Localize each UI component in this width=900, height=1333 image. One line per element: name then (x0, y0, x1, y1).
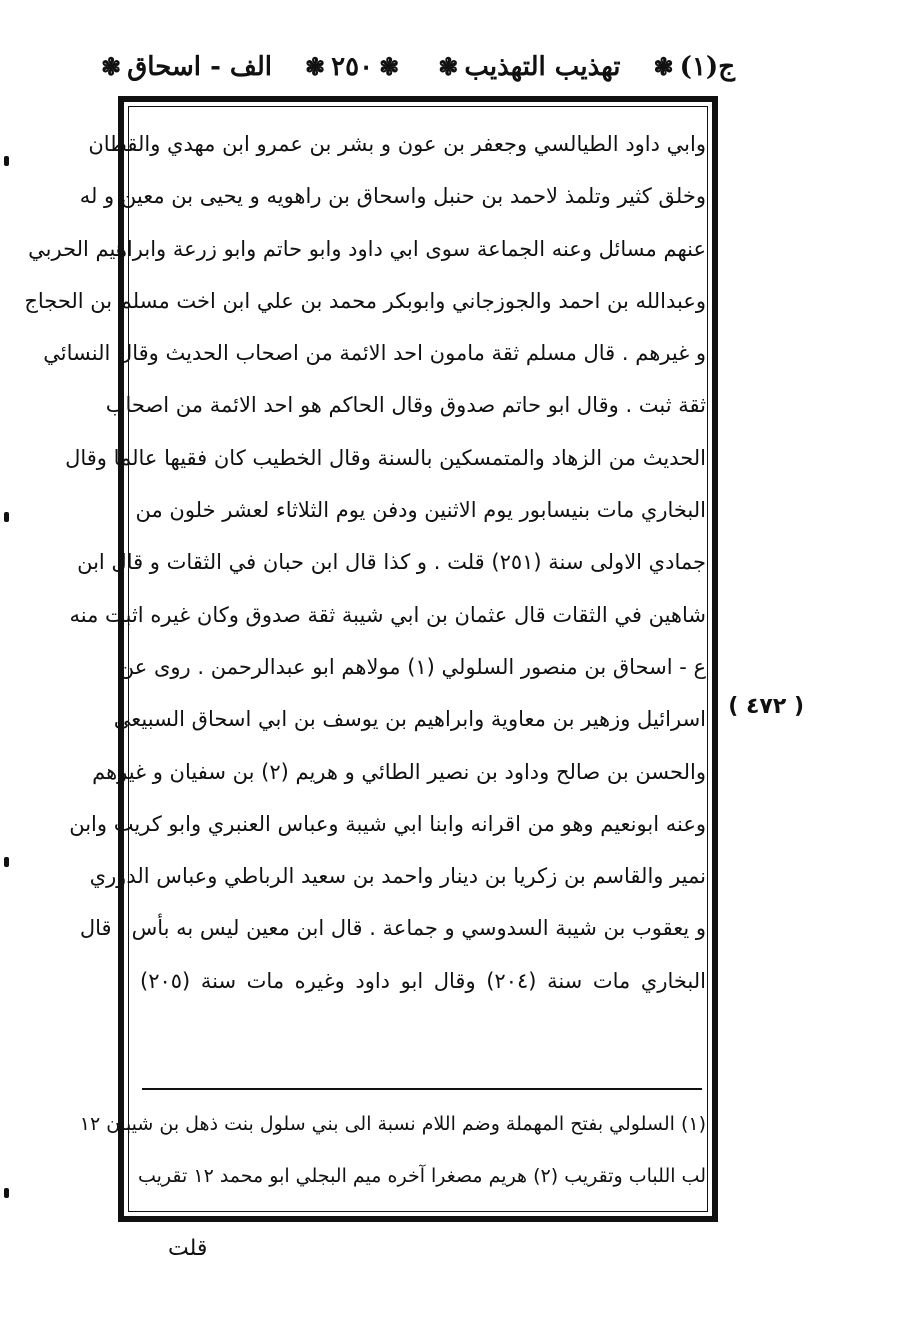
text-line: اسرائيل وزهير بن معاوية وابراهيم بن يوسف بن ابي اسحاق السبيعي (113, 707, 706, 732)
text-line: والحسن بن صالح وداود بن نصير الطائي و هريم (٢) بن سفيان و غيرهم (92, 759, 706, 784)
text-line: عنهم مسائل وعنه الجماعة سوى ابي داود وابو حاتم وابو زرعة وابراهيم الحربي (28, 236, 706, 261)
text-line: وعنه ابونعيم وهو من اقرانه وابنا ابي شيبة وعباس العنبري وابو كريب وابن (69, 811, 706, 836)
text-line: شاهين في الثقات قال عثمان بن ابي شيبة ثقة صدوق وكان غيره اثبت منه (69, 602, 706, 627)
footnote-divider (142, 1088, 702, 1090)
book-title: تهذيب التهذيب (464, 52, 621, 82)
ornament-icon: ❃ (305, 52, 326, 81)
scan-edge-mark (4, 857, 9, 867)
footnote-line: (١) السلولي بفتح المهملة وضم اللام نسبة الى بني سلول بنت ذهل بن شيبان ١٢ (79, 1113, 706, 1135)
text-line: وعبدالله بن احمد والجوزجاني وابوبكر محمد بن علي ابن اخت مسلم بن الحجاج (24, 288, 706, 313)
section-label: الف - اسحاق (127, 52, 272, 82)
page-header (95, 42, 735, 92)
page-number: ٢٥٠ (331, 52, 374, 82)
entry-heading-line: ع - اسحاق بن منصور السلولي (١) مولاهم ابو عبدالرحمن . روى عن (118, 654, 706, 679)
text-line: ثقة ثبت . وقال ابو حاتم صدوق وقال الحاكم هو احد الائمة من اصحاب (105, 393, 706, 418)
text-line: الحديث من الزهاد والمتمسكين بالسنة وقال الخطيب كان فقيها عالما وقال (65, 445, 706, 470)
text-line: وابي داود الطيالسي وجعفر بن عون و بشر بن عمرو ابن مهدي والقطان (88, 132, 706, 156)
text-line: و غيرهم . قال مسلم ثقة مامون احد الائمة من اصحاب الحديث وقال النسائي (43, 341, 706, 366)
footnote-line: لب اللباب وتقريب (٢) هريم مصغرا آخره ميم البجلي ابو محمد ١٢ تقريب (137, 1165, 706, 1187)
scan-edge-mark (4, 1188, 9, 1198)
text-line: نمير والقاسم بن زكريا بن دينار واحمد بن سعيد الرباطي وعباس الدوري (89, 864, 706, 889)
margin-entry-number: ( ٤٧٢ ) (728, 694, 804, 719)
footnotes-block (79, 1098, 706, 1202)
header-section (95, 52, 272, 82)
main-text-block (24, 118, 707, 1007)
scan-edge-mark (4, 512, 9, 522)
catchword: قلت (168, 1236, 208, 1261)
header-volume (648, 52, 735, 82)
text-line: جمادي الاولى سنة (٢٥١) قلت . و كذا قال ابن حبان في الثقات و قال ابن (77, 550, 706, 575)
ornament-icon: ❃ (653, 52, 674, 81)
scan-edge-mark (4, 156, 9, 166)
text-line: البخاري مات بنيسابور يوم الاثنين ودفن يوم الثلاثاء لعشر خلون من (135, 498, 706, 523)
header-book-title (432, 52, 620, 82)
header-page-number (299, 52, 405, 82)
volume-label: ج(١) (679, 52, 735, 82)
text-line: البخاري مات سنة (٢٠٤) وقال ابو داود وغيره مات سنة (٢٠٥) (140, 968, 707, 993)
text-line: وخلق كثير وتلمذ لاحمد بن حنبل واسحاق بن راهويه و يحيى بن معين و له (79, 184, 706, 209)
ornament-icon: ❃ (438, 52, 459, 81)
text-line: و يعقوب بن شيبة السدوسي و جماعة . قال ابن معين ليس به بأس . قال (79, 916, 706, 941)
ornament-icon: ❃ (379, 52, 400, 81)
ornament-icon: ❃ (101, 52, 122, 81)
